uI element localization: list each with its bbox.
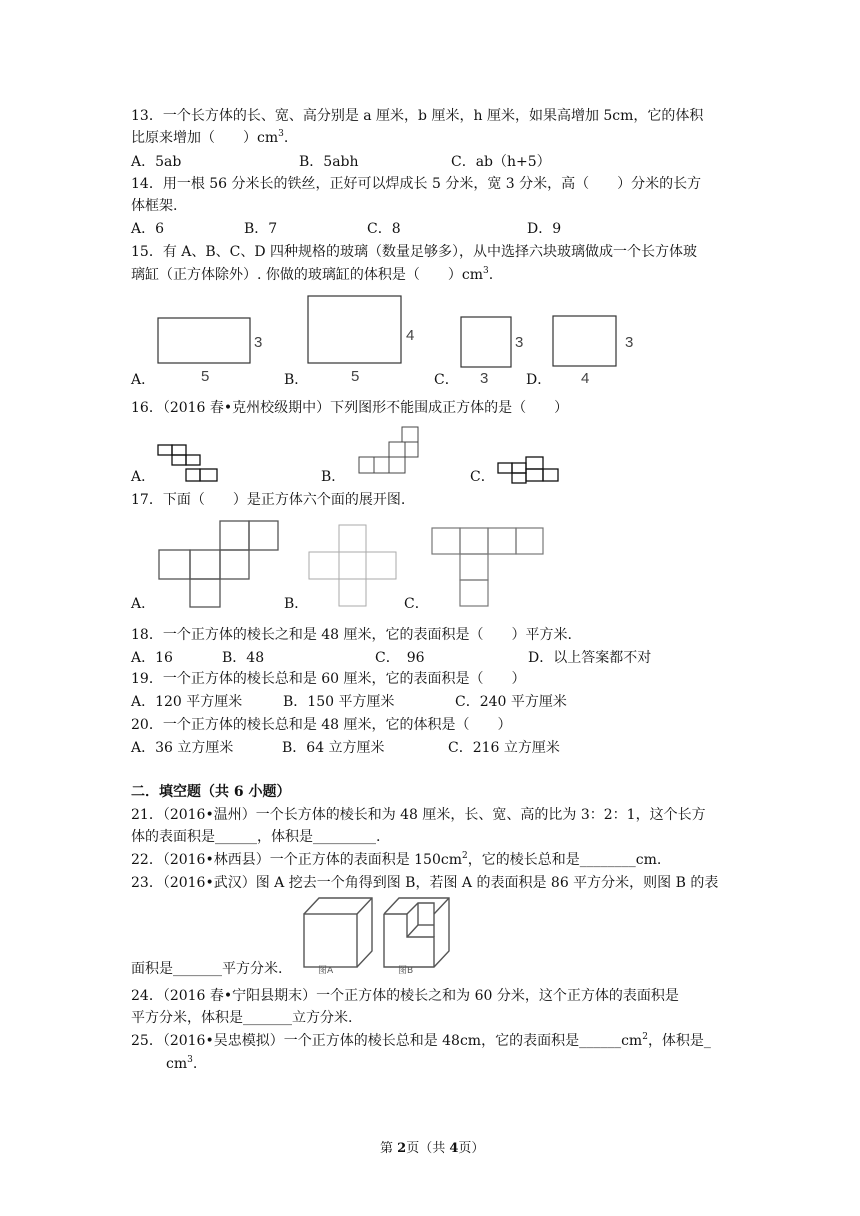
q14-option-d: D．9 — [527, 221, 562, 237]
q20-line1: 20．一个正方体的棱长总和是 48 厘米，它的体积是（ ） — [131, 717, 512, 733]
q15-figure-b-height-label: 4 — [406, 327, 415, 344]
q19-option-b: B．150 平方厘米 — [283, 694, 395, 710]
q16-option-a: A． — [131, 469, 156, 485]
q15-line1: 15．有 A、B、C、D 四种规格的玻璃（数量足够多），从中选择六块玻璃做成一个长方体玻 — [131, 244, 698, 260]
q24-line1: 24．（2016 春•宁阳县期末）一个正方体的棱长之和为 60 分米，这个正方体的表面积是 — [131, 988, 679, 1004]
q16-option-b: B． — [321, 469, 346, 485]
q20-option-c: C．216 立方厘米 — [448, 740, 560, 756]
q16-line1: 16．（2016 春•克州校级期中）下列图形不能围成正方体的是（ ） — [131, 400, 569, 416]
q15-option-c: C． — [434, 372, 459, 388]
q23-cube-a — [304, 898, 372, 967]
q14-line2: 体框架. — [131, 198, 178, 214]
q15-figure-c-width-label: 3 — [480, 370, 489, 387]
q19-option-c: C．240 平方厘米 — [455, 694, 567, 710]
q14-option-b: B．7 — [244, 221, 278, 237]
q20-option-a: A．36 立方厘米 — [131, 740, 234, 756]
q16-option-c: C． — [470, 469, 495, 485]
q21-line1: 21．（2016•温州）一个长方体的棱长和为 48 厘米，长、宽、高的比为 3：2：1，这个长方 — [131, 807, 706, 823]
q23-figure-a-label: 图A — [318, 966, 334, 976]
q15-option-a: A． — [131, 372, 156, 388]
q23-figure-b-label: 图B — [398, 966, 414, 976]
q18-option-b: B．48 — [222, 650, 265, 666]
q15-figure-b-width-label: 5 — [351, 368, 360, 385]
q14-line1: 14．用一根 56 分米长的铁丝，正好可以焊成长 5 分米，宽 3 分米，高（ ）分米的长方 — [131, 176, 702, 192]
q23-line1: 23．（2016•武汉）图 A 挖去一个角得到图 B，若图 A 的表面积是 86 平方分米，则图 B 的表 — [131, 875, 719, 891]
q25-line1: 25．（2016•吴忠模拟）一个正方体的棱长总和是 48cm，它的表面积是$\_\_\_\_\_\_cm^2$，体积是_ — [131, 1032, 711, 1049]
q13-option-b: B．5abh — [299, 154, 359, 170]
q17-option-a: A． — [131, 596, 156, 612]
q15-option-b: B． — [284, 372, 309, 388]
q13-line2: 比原来增加（ ）$cm^3$. — [131, 129, 289, 146]
q13-option-a: A．5ab — [131, 154, 182, 170]
page-footer: 第 2页（共 4页） — [380, 1141, 485, 1156]
q23-cube-b — [384, 898, 449, 967]
section-title-fill-in: 二．填空题（共 6 小题） — [131, 784, 291, 800]
q13-line1: 13．一个长方体的长、宽、高分别是 a 厘米，b 厘米，h 厘米，如果高增加 5cm，它的体积 — [131, 108, 704, 124]
q15-figure-a-width-label: 5 — [201, 368, 210, 385]
q15-option-d: D． — [526, 372, 552, 388]
q18-option-c: C． 96 — [375, 650, 425, 666]
q15-figure-a-height-label: 3 — [254, 334, 263, 351]
q19-option-a: A．120 平方厘米 — [131, 694, 243, 710]
q23-line2: 面积是_______平方分米. — [131, 961, 283, 977]
q17-option-c: C． — [404, 596, 429, 612]
q15-figure-d-height-label: 3 — [625, 334, 634, 351]
q20-option-b: B．64 立方厘米 — [282, 740, 385, 756]
q18-option-a: A．16 — [131, 650, 173, 666]
q18-line1: 18．一个正方体的棱长之和是 48 厘米，它的表面积是（ ）平方米. — [131, 627, 572, 643]
q19-line1: 19．一个正方体的棱长总和是 60 厘米，它的表面积是（ ） — [131, 671, 526, 687]
q24-line2: 平方分米，体积是_______立方分米. — [131, 1010, 353, 1026]
q14-option-a: A．6 — [131, 221, 165, 237]
q13-option-c: C．ab（h+5） — [451, 154, 551, 170]
q15-figure-c-height-label: 3 — [515, 334, 524, 351]
q21-line2: 体的表面积是______，体积是_________. — [131, 829, 381, 845]
q22-line1: 22．（2016•林西县）一个正方体的表面积是 $150cm^2$，它的棱长总和是________cm. — [131, 851, 662, 868]
q17-option-b: B． — [284, 596, 309, 612]
q15-line2: 璃缸（正方体除外）. 你做的玻璃缸的体积是（ ）$cm^3$. — [131, 266, 494, 283]
q25-line2: $cm^3$. — [166, 1055, 198, 1072]
q14-option-c: C．8 — [367, 221, 401, 237]
q15-figure-d-width-label: 4 — [581, 370, 590, 387]
q18-option-d: D．以上答案都不对 — [528, 650, 652, 666]
q17-line1: 17．下面（ ）是正方体六个面的展开图. — [131, 492, 406, 508]
